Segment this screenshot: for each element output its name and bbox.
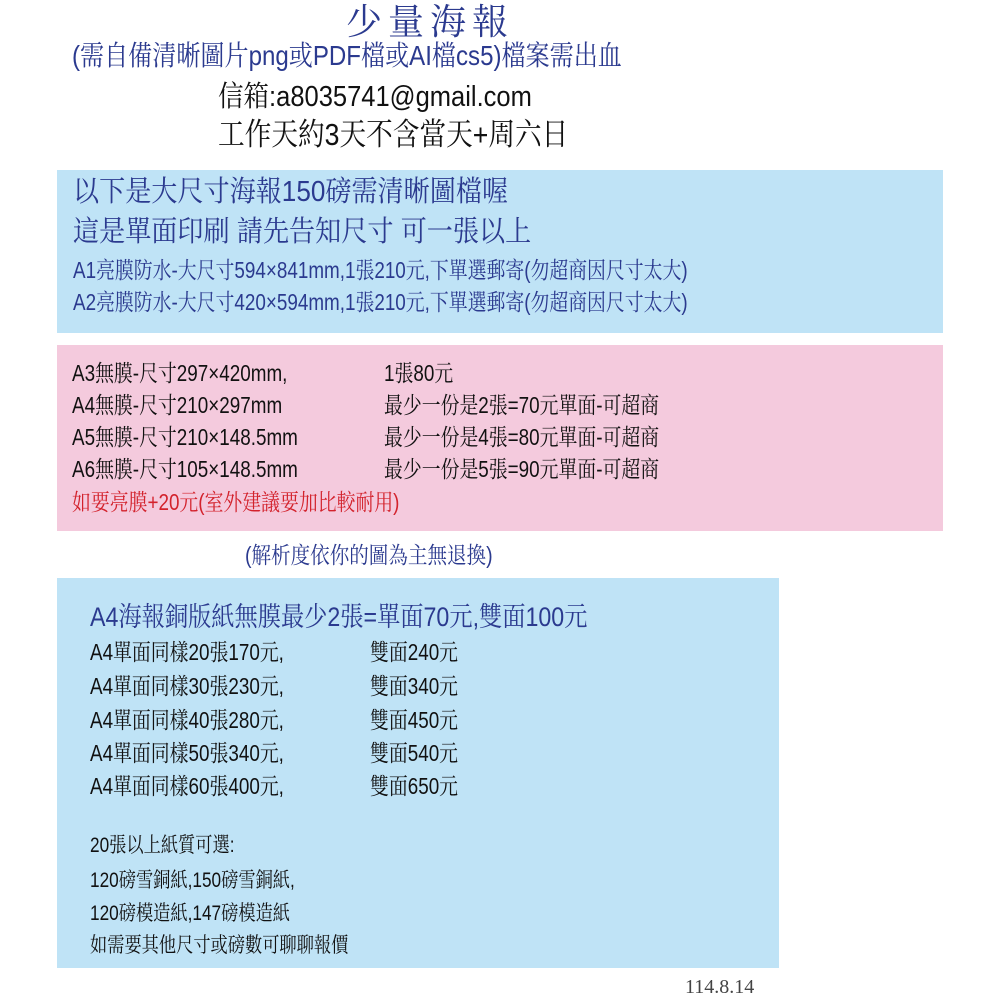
a3-size: A3無膜-尺寸297×420mm, [72,360,288,386]
paper-note: 120磅雪銅紙,150磅雪銅紙, [90,869,295,892]
email: 信箱:a8035741@gmail.com [218,81,532,113]
a1-item: A1亮膜防水-大尺寸594×841mm,1張210元,下單選郵寄(勿超商因尺寸太大) [73,257,688,283]
file-requirement: (需自備清晰圖片png或PDF檔或AI檔cs5)檔案需出血 [72,40,622,71]
a4-size: A4無膜-尺寸210×297mm [72,392,283,418]
tier-double: 雙面450元 [370,707,459,733]
tier-single: A4單面同樣50張340元, [90,740,284,766]
gloss-note: 如要亮膜+20元(室外建議要加比較耐用) [72,489,400,515]
tier-double: 雙面540元 [370,740,459,766]
large-poster-section [57,170,943,333]
a4-coated-section [57,578,779,968]
a5-price: 最少一份是4張=80元單面-可超商 [384,424,660,450]
tier-double: 雙面340元 [370,673,459,699]
resolution-note: (解析度依你的圖為主無退換) [245,542,493,568]
tier-single: A4單面同樣40張280元, [90,707,284,733]
tier-single: A4單面同樣60張400元, [90,773,284,799]
tier-single: A4單面同樣30張230元, [90,673,284,699]
paper-note: 120磅模造紙,147磅模造紙 [90,902,291,925]
a6-size: A6無膜-尺寸105×148.5mm [72,456,298,482]
tier-double: 雙面650元 [370,773,459,799]
a2-item: A2亮膜防水-大尺寸420×594mm,1張210元,下單選郵寄(勿超商因尺寸太大) [73,289,688,315]
a5-size: A5無膜-尺寸210×148.5mm [72,424,298,450]
a4-heading: A4海報銅版紙無膜最少2張=單面70元,雙面100元 [90,602,588,632]
tier-single: A4單面同樣20張170元, [90,639,284,665]
tier-double: 雙面240元 [370,639,459,665]
large-heading-1: 以下是大尺寸海報150磅需清晰圖檔喔 [73,176,509,208]
small-poster-section [57,345,943,531]
large-heading-2: 這是單面印刷 請先告知尺寸 可一張以上 [73,216,532,248]
a3-price: 1張80元 [384,360,454,386]
paper-note: 20張以上紙質可選: [90,834,235,857]
working-days: 工作天約3天不含當天+周六日 [218,117,569,152]
a4-price: 最少一份是2張=70元單面-可超商 [384,392,660,418]
page-title: 少量海報 [346,1,515,42]
date-stamp: 114.8.14 [685,976,755,998]
paper-note: 如需要其他尺寸或磅數可聊聊報價 [90,934,349,957]
a6-price: 最少一份是5張=90元單面-可超商 [384,456,660,482]
